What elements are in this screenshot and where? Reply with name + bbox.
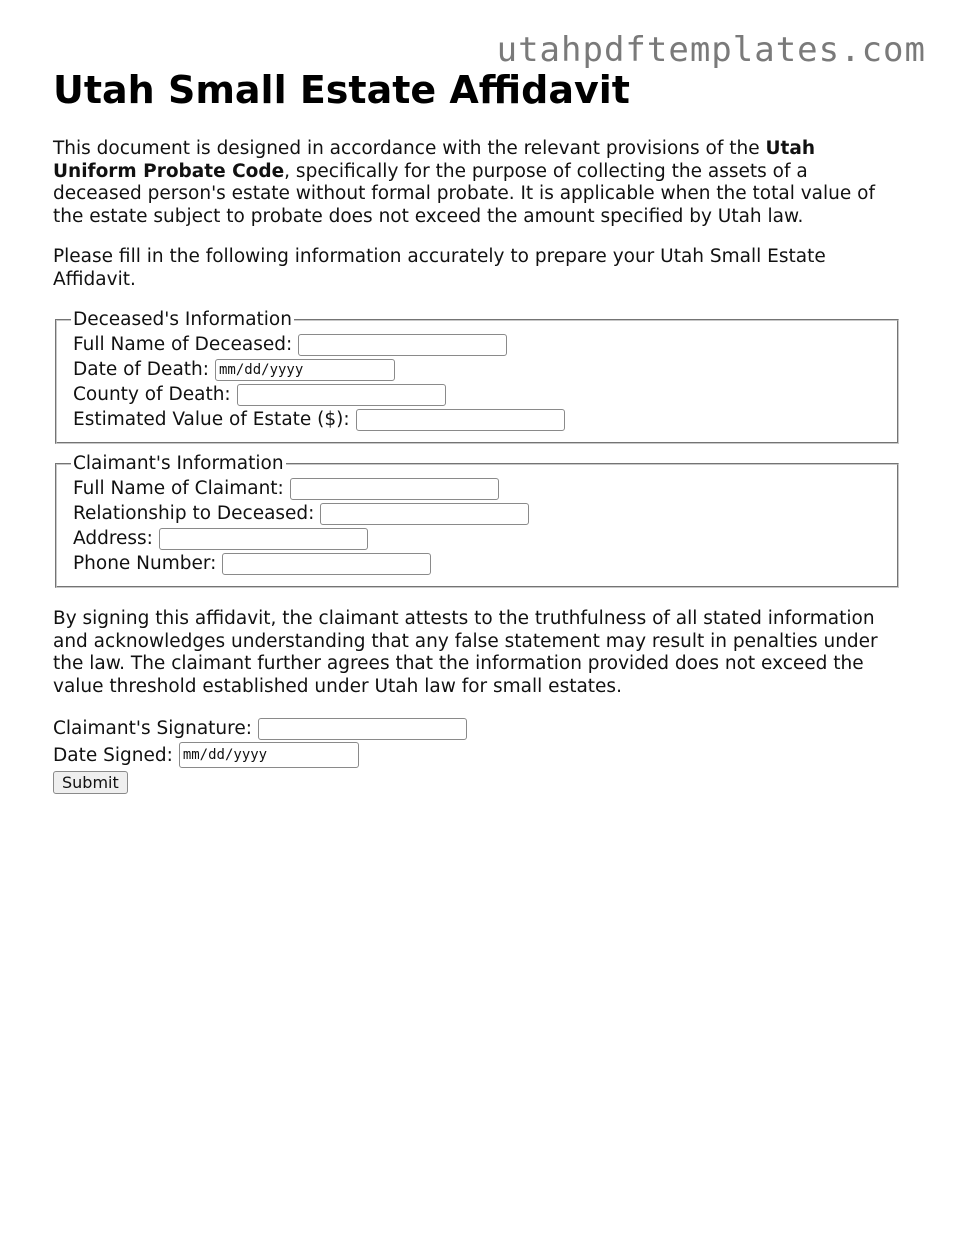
- address-label: Address:: [73, 528, 153, 549]
- date-of-death-input[interactable]: [215, 359, 395, 381]
- estate-value-label: Estimated Value of Estate ($):: [73, 409, 350, 430]
- affidavit-form-page: [53, 68, 901, 794]
- instructions-paragraph: Please fill in the following information accurately to prepare your Utah Small Estate Affidavit.: [53, 246, 826, 290]
- estate-value-input[interactable]: [356, 409, 565, 431]
- claimant-info-fieldset: [55, 453, 899, 588]
- intro-text-after: , specifically for the purpose of collecting the assets of a deceased person's estate without formal probate. It is applicable when the total value of the estate subject to probate does not exceed the amount specified by Utah law.: [53, 160, 875, 227]
- signature-label: Claimant's Signature:: [53, 718, 252, 739]
- date-of-death-label: Date of Death:: [73, 359, 209, 380]
- intro-bold-code: Utah Uniform Probate Code: [53, 138, 815, 182]
- claimant-info-legend: Claimant's Information: [73, 453, 284, 474]
- watermark: utahpdftemplates.com: [496, 30, 926, 70]
- deceased-name-row: [73, 332, 881, 357]
- attestation-paragraph: By signing this affidavit, the claimant attests to the truthfulness of all stated information and acknowledges understanding that any false statement may result in penalties under the law. The claimant further agrees that the information provided does not exceed the value threshold established under Utah law for small estates.: [53, 608, 878, 697]
- signature-input[interactable]: [258, 718, 467, 740]
- deceased-name-input[interactable]: [298, 334, 507, 356]
- signature-block: [53, 716, 901, 794]
- county-of-death-label: County of Death:: [73, 384, 231, 405]
- date-of-death-row: [73, 357, 881, 382]
- address-input[interactable]: [159, 528, 368, 550]
- relationship-input[interactable]: [320, 503, 529, 525]
- phone-row: [73, 551, 881, 576]
- phone-label: Phone Number:: [73, 553, 217, 574]
- claimant-name-row: [73, 476, 881, 501]
- claimant-name-label: Full Name of Claimant:: [73, 478, 284, 499]
- intro-paragraph: [53, 138, 901, 228]
- claimant-name-input[interactable]: [290, 478, 499, 500]
- relationship-label: Relationship to Deceased:: [73, 503, 315, 524]
- address-row: [73, 526, 881, 551]
- county-of-death-input[interactable]: [237, 384, 446, 406]
- intro-text-before: This document is designed in accordance with the relevant provisions of the: [53, 138, 766, 159]
- page-title: Utah Small Estate Affidavit: [53, 68, 630, 112]
- date-signed-row: [53, 741, 901, 769]
- county-of-death-row: [73, 382, 881, 407]
- deceased-info-legend: Deceased's Information: [73, 309, 292, 330]
- signature-row: [53, 716, 901, 741]
- submit-button[interactable]: Submit: [53, 771, 128, 794]
- date-signed-label: Date Signed:: [53, 744, 173, 766]
- relationship-row: [73, 501, 881, 526]
- deceased-name-label: Full Name of Deceased:: [73, 334, 293, 355]
- phone-input[interactable]: [222, 553, 431, 575]
- estate-value-row: [73, 407, 881, 432]
- deceased-info-fieldset: [55, 309, 899, 444]
- date-signed-input[interactable]: [179, 742, 359, 768]
